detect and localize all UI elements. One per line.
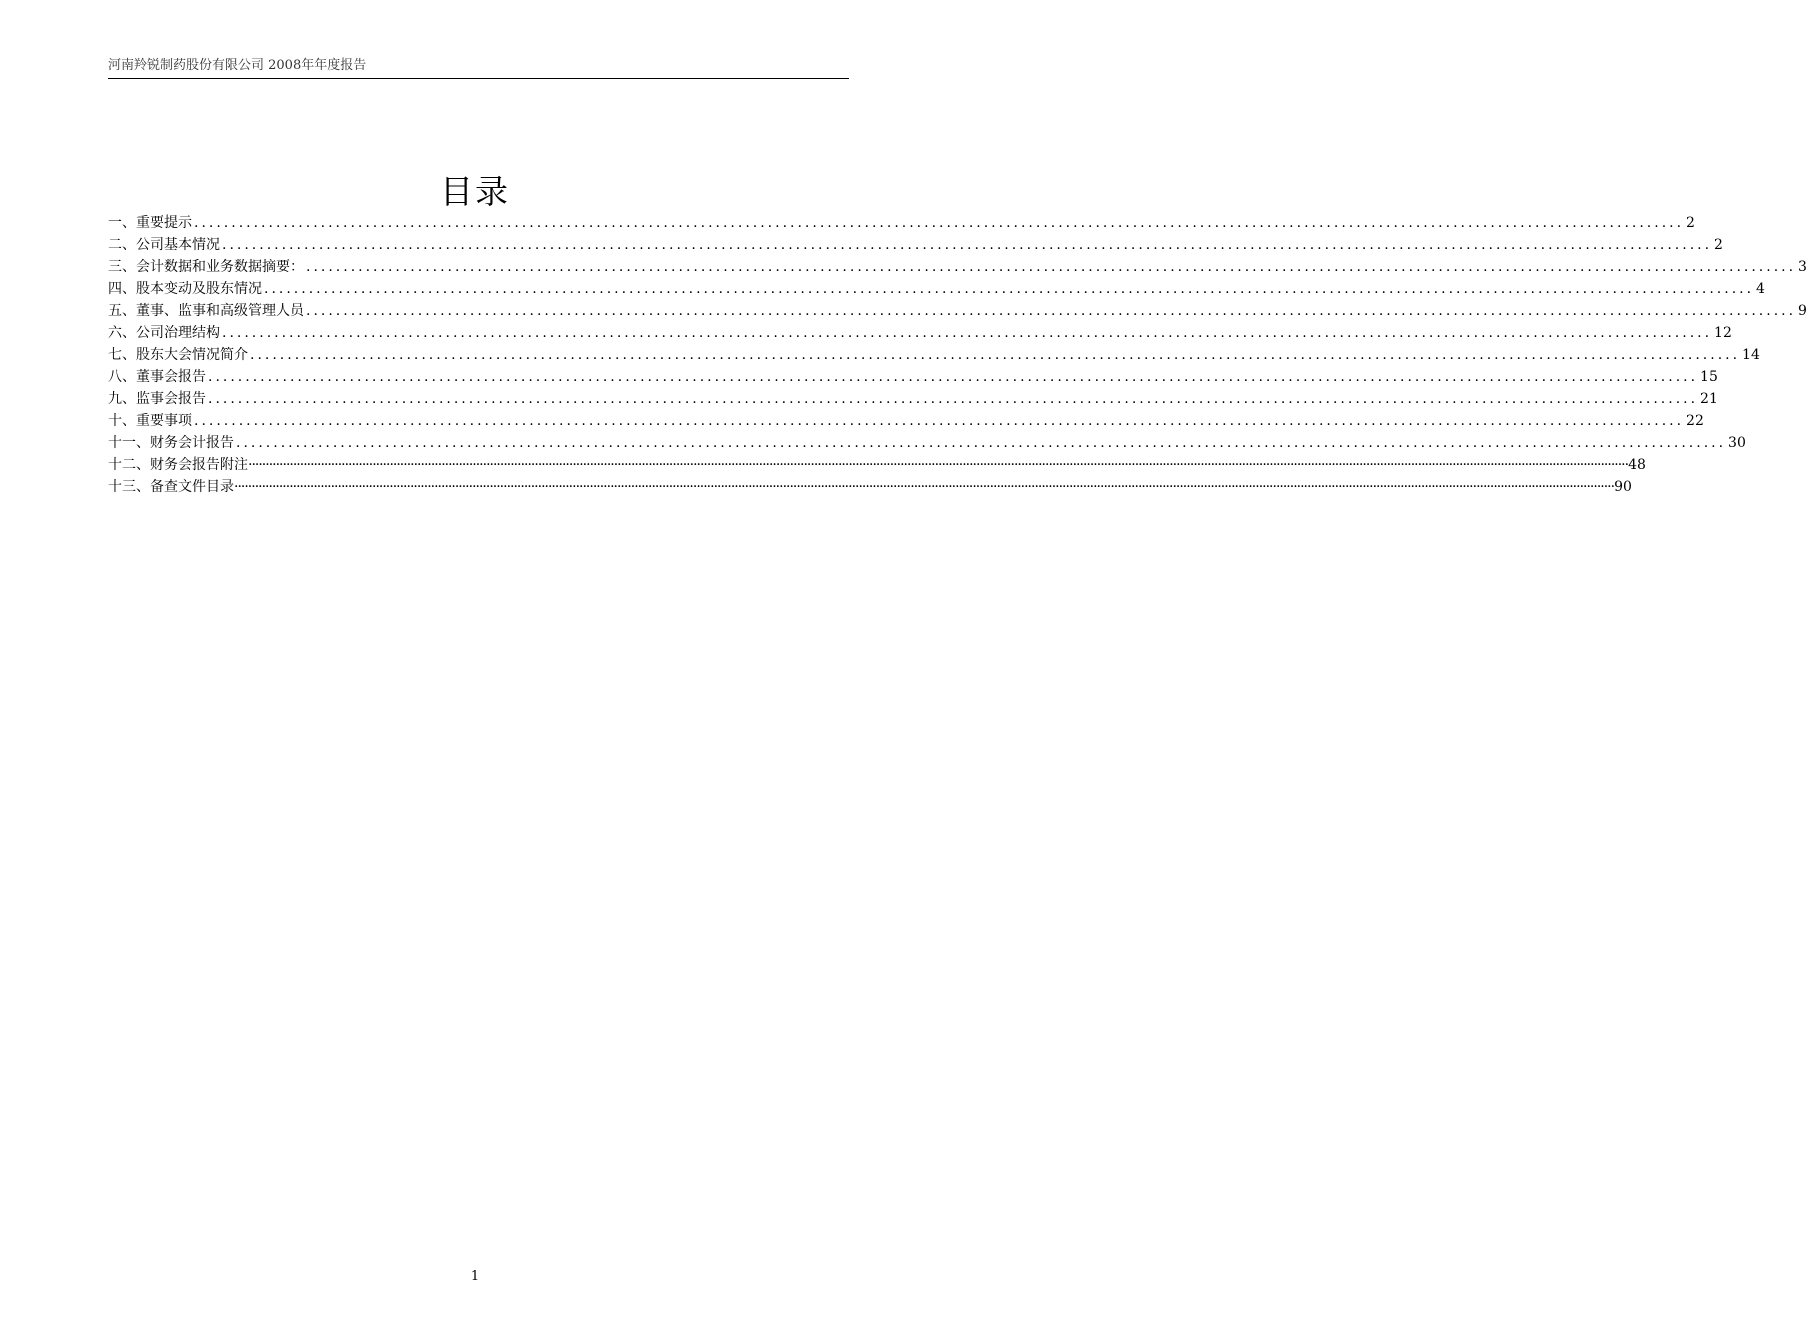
toc-leader-dots: ........................................................................................................................................................................................................ — [222, 325, 1713, 341]
toc-entry-label: 八、董事会报告 — [108, 369, 206, 385]
toc-entry-label: 六、公司治理结构 — [108, 325, 220, 341]
toc-entry[interactable] — [108, 454, 1646, 476]
toc-entry[interactable] — [108, 432, 1746, 454]
toc-leader-dots: ........................................................................................................................................................................................................ — [194, 413, 1685, 429]
toc-entry-label: 二、公司基本情况 — [108, 237, 220, 253]
toc-entry[interactable] — [108, 388, 1718, 410]
toc-leader-dots: ........................................................................................................................................................................................................ — [208, 369, 1699, 385]
toc-leader-dots: ················································································································································································································································································································································································································ — [234, 479, 1615, 495]
toc-entry-label: 十二、财务会报告附注 — [108, 457, 248, 473]
toc-leader-dots: ........................................................................................................................................................................................................ — [306, 259, 1797, 275]
toc-entry[interactable] — [108, 476, 1632, 498]
toc-entry[interactable] — [108, 366, 1718, 388]
page-header — [108, 58, 849, 79]
toc-entry-label: 十一、财务会计报告 — [108, 435, 234, 451]
toc-entry-page: 3 — [1798, 259, 1807, 275]
table-of-contents — [108, 212, 1807, 498]
toc-entry-label: 十、重要事项 — [108, 413, 192, 429]
toc-leader-dots: ........................................................................................................................................................................................................ — [222, 237, 1713, 253]
toc-entry-page: 14 — [1742, 347, 1760, 363]
toc-entry-label: 十三、备查文件目录 — [108, 479, 234, 495]
toc-leader-dots: ........................................................................................................................................................................................................ — [306, 303, 1797, 319]
toc-entry[interactable] — [108, 278, 1765, 300]
toc-entry-page: 2 — [1686, 215, 1695, 231]
toc-entry[interactable] — [108, 212, 1695, 234]
toc-entry-page: 21 — [1700, 391, 1718, 407]
header-text: 河南羚锐制药股份有限公司 2008年年度报告 — [108, 58, 367, 73]
toc-entry[interactable] — [108, 322, 1732, 344]
toc-entry-page: 9 — [1798, 303, 1807, 319]
toc-entry[interactable] — [108, 234, 1723, 256]
toc-entry-page: 48 — [1628, 457, 1646, 473]
toc-entry-label: 七、股东大会情况简介 — [108, 347, 248, 363]
toc-leader-dots: ........................................................................................................................................................................................................ — [194, 215, 1685, 231]
toc-entry-page: 90 — [1614, 479, 1632, 495]
toc-entry-page: 12 — [1714, 325, 1732, 341]
toc-entry-label: 四、股本变动及股东情况 — [108, 281, 262, 297]
page-number: 1 — [470, 1269, 480, 1284]
toc-entry-label: 五、董事、监事和高级管理人员 — [108, 303, 304, 319]
toc-leader-dots: ················································································································································································································································································································································································································ — [248, 457, 1629, 473]
toc-entry-page: 2 — [1714, 237, 1723, 253]
toc-entry-label: 三、会计数据和业务数据摘要： — [108, 259, 304, 275]
toc-leader-dots: ........................................................................................................................................................................................................ — [264, 281, 1755, 297]
toc-entry[interactable] — [108, 410, 1704, 432]
toc-entry[interactable] — [108, 300, 1807, 322]
toc-leader-dots: ........................................................................................................................................................................................................ — [250, 347, 1741, 363]
toc-entry-label: 九、监事会报告 — [108, 391, 206, 407]
toc-entry[interactable] — [108, 256, 1807, 278]
toc-entry-page: 22 — [1686, 413, 1704, 429]
toc-leader-dots: ........................................................................................................................................................................................................ — [236, 435, 1727, 451]
toc-leader-dots: ........................................................................................................................................................................................................ — [208, 391, 1699, 407]
toc-entry-page: 4 — [1756, 281, 1765, 297]
page-title: 目录 — [440, 172, 510, 211]
toc-entry[interactable] — [108, 344, 1760, 366]
toc-entry-page: 30 — [1728, 435, 1746, 451]
toc-entry-label: 一、重要提示 — [108, 215, 192, 231]
toc-entry-page: 15 — [1700, 369, 1718, 385]
